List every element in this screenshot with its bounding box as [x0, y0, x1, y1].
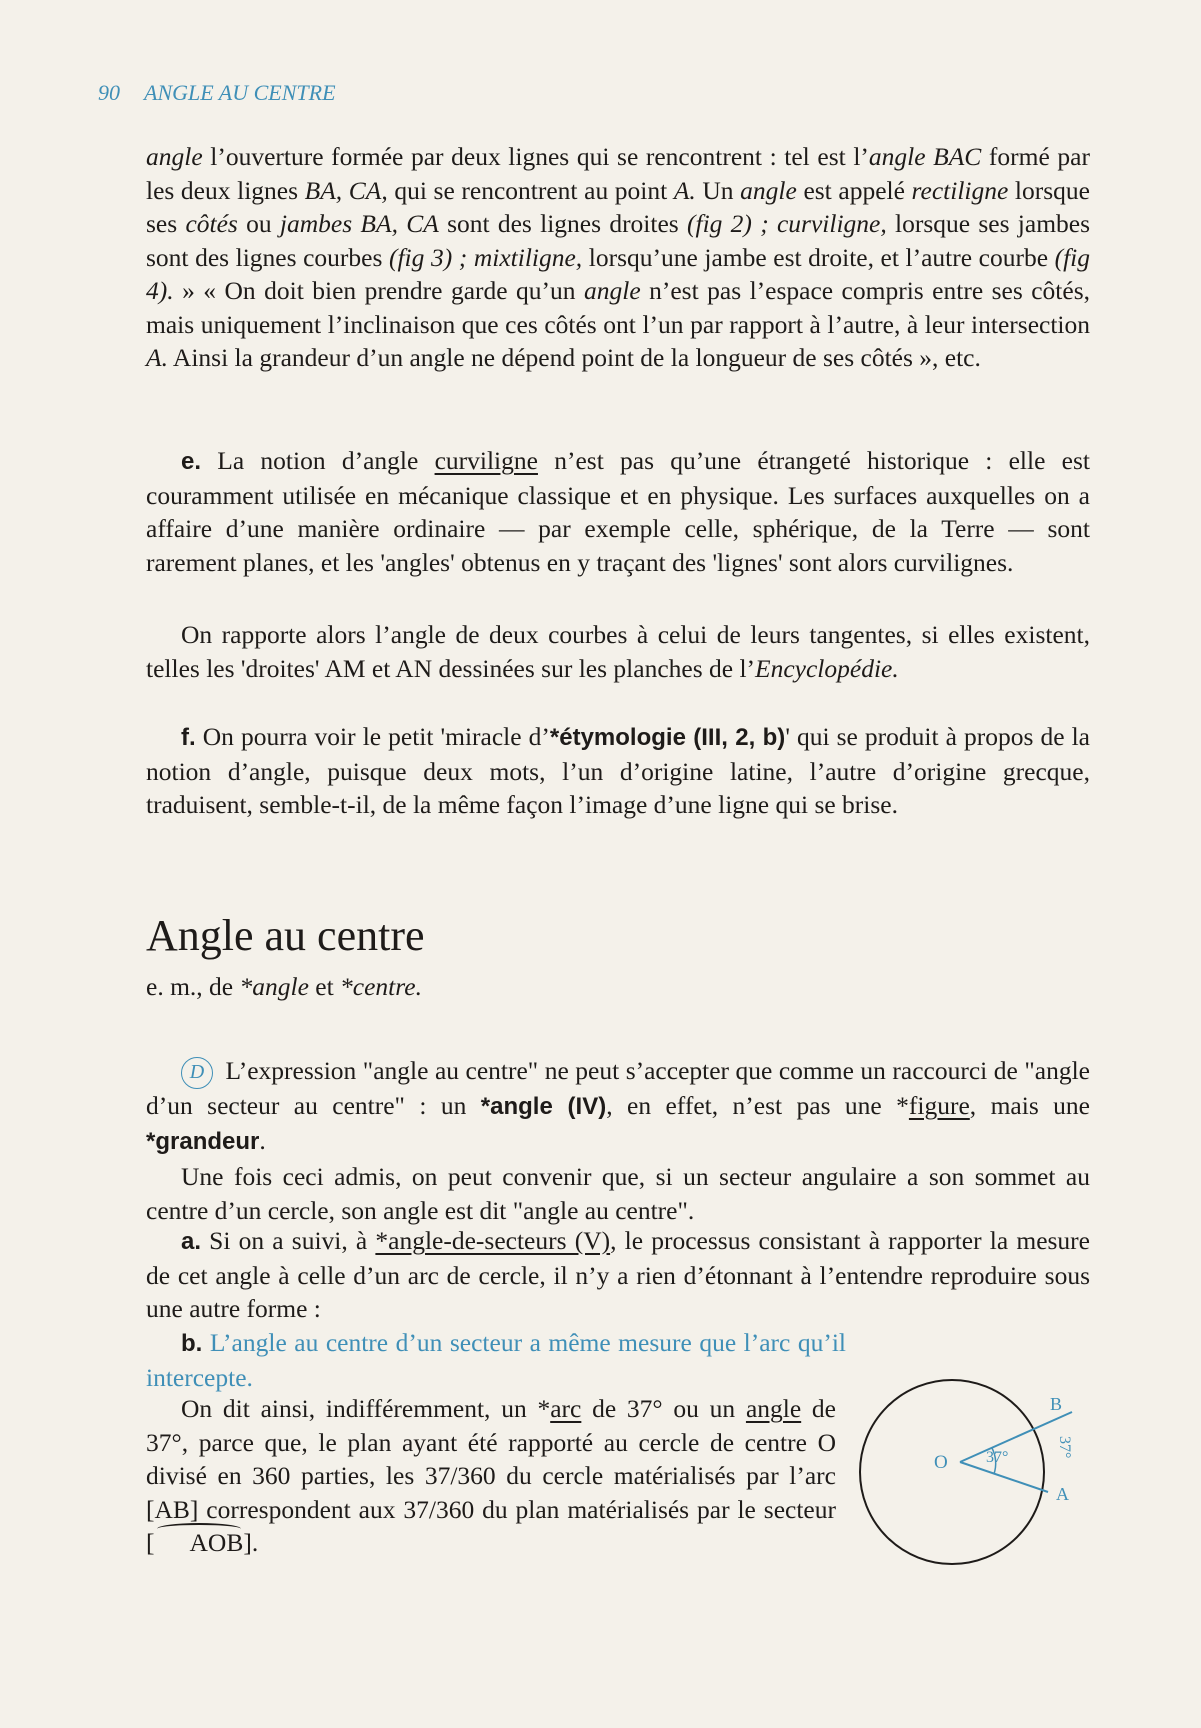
- paragraph-e: [146, 444, 1090, 579]
- text-run: *centre.: [340, 972, 422, 1001]
- paragraph-f: [146, 720, 1090, 822]
- text-run: » « On doit bien prendre garde qu’un: [173, 276, 584, 305]
- paragraph-didactic: [146, 1054, 1090, 1158]
- cross-reference[interactable]: *étymologie (III, 2, b): [549, 724, 786, 751]
- item-label: f.: [181, 724, 196, 751]
- text-run: e. m., de: [146, 972, 240, 1001]
- text-run: L’expression "angle au centre" ne peut s’accepter que comme un raccourci de "angle d’un secteur au centre" : un: [146, 1056, 1090, 1120]
- cross-reference[interactable]: *grandeur: [146, 1127, 260, 1155]
- text-run: Si on a suivi, à: [201, 1226, 376, 1255]
- angle-value-label: 37°: [986, 1449, 1009, 1466]
- text-run: (fig 2) ; curviligne,: [687, 209, 887, 238]
- text-run: Encyclopédie.: [755, 653, 899, 683]
- text-run: A.: [146, 343, 168, 372]
- cross-reference[interactable]: *angle-de-secteurs (V): [375, 1226, 611, 1255]
- text-run: angle: [583, 276, 641, 305]
- paragraph-b: [146, 1326, 846, 1394]
- text-run: côtés: [185, 209, 238, 238]
- center-label: O: [934, 1452, 948, 1473]
- item-label: e.: [181, 448, 202, 475]
- text-run: A.: [673, 175, 696, 205]
- text-run: n’est pas l’espace compris entre ses côtés, mais uniquement l’inclinaison que ces côtés ont l’un par rapport à l’autre, à leur intersection: [146, 276, 1090, 339]
- item-label: a.: [181, 1228, 202, 1255]
- text-run: On dit ainsi, indifféremment, un *: [181, 1394, 551, 1423]
- underlined-term: figure: [908, 1091, 970, 1120]
- text-run: (fig 3) ; mixtiligne,: [388, 242, 583, 272]
- circle: [860, 1380, 1044, 1564]
- point-a-label: A: [1056, 1484, 1069, 1504]
- highlighted-statement: L’angle au centre d’un secteur a même mesure que l’arc qu’il intercepte.: [146, 1328, 846, 1392]
- text-run: lorsque ses: [146, 175, 1090, 238]
- point-b-label: B: [1050, 1394, 1063, 1414]
- text-run: Une fois ceci admis, on peut convenir que, si un secteur angulaire a son sommet au centre d’un cercle, son angle est dit "angle au centre".: [146, 1162, 1090, 1225]
- text-run: , le processus consistant à rapporter la mesure de cet angle à celle d’un arc de cercle, il n’y a rien d’étonnant à l’entendre reproduire sous une autre forme :: [146, 1226, 1090, 1323]
- central-angle-diagram: [852, 1352, 1092, 1592]
- text-run: formé par les deux lignes: [146, 142, 1090, 205]
- text-run: de 37°, parce que, le plan ayant été rapporté au cercle de centre O divisé en 360 parties, les 37/360 du cercle matérialisés par l’arc [AB] correspondent aux 37/360 du plan matérialisés par le secteur [: [146, 1394, 837, 1557]
- arc-value-label: 37°: [1056, 1436, 1073, 1459]
- text-run: sont des lignes droites: [438, 209, 687, 238]
- text-run: On rapporte alors l’angle de deux courbes à celui de leurs tangentes, si elles existent, telles les 'droites' AM et AN dessinées sur les planches de l’: [146, 620, 1090, 683]
- text-run: (fig 4).: [146, 242, 1091, 305]
- sector-notation: AOB: [155, 1526, 244, 1560]
- cross-reference[interactable]: *angle (IV): [480, 1093, 607, 1120]
- text-run: On pourra voir le petit 'miracle d’: [195, 722, 550, 751]
- underlined-term: angle: [745, 1394, 802, 1423]
- text-run: BA, CA,: [304, 175, 388, 205]
- text-run: La notion d’angle: [201, 446, 435, 475]
- text-run: jambes BA, CA: [279, 209, 439, 238]
- paragraph-tangent: [146, 618, 1090, 685]
- text-run: ou: [237, 209, 280, 238]
- text-run: lorsqu’une jambe est droite, et l’autre courbe: [582, 242, 1055, 272]
- text-run: angle: [740, 175, 797, 205]
- text-run: , mais une: [969, 1091, 1090, 1120]
- section-title: Angle au centre: [146, 911, 425, 960]
- text-run: l’ouverture formée par deux lignes qui se rencontrent : tel est l’: [202, 142, 869, 171]
- intro-paragraph: [146, 140, 1090, 375]
- paragraph-a: [146, 1224, 1090, 1326]
- section-subtitle: [146, 972, 422, 1002]
- radius-ob: [960, 1412, 1072, 1462]
- running-header: [98, 80, 336, 106]
- paragraph-last: [146, 1392, 836, 1560]
- text-run: de 37° ou un: [581, 1394, 746, 1423]
- underlined-term: curviligne: [434, 446, 538, 475]
- text-run: n’est pas qu’une étrangeté historique : elle est couramment utilisée en mécanique classique et en physique. Les surfaces auxquelles on a affaire d’une manière ordinaire — par exemple celle, sphérique, de la Terre — sont rarement planes, et les 'angles' obtenus en y traçant des 'lignes' sont alors curvilignes.: [146, 446, 1090, 577]
- text-run: est appelé: [796, 175, 912, 205]
- text-run: et: [308, 972, 341, 1001]
- text-run: angle BAC: [868, 142, 982, 171]
- radius-oa: [960, 1462, 1048, 1492]
- text-run: ].: [243, 1528, 259, 1557]
- underlined-term: arc: [550, 1394, 582, 1423]
- text-run: Ainsi la grandeur d’un angle ne dépend point de la longueur de ses côtés », etc.: [167, 343, 981, 372]
- text-run: , en effet, n’est pas une *: [606, 1091, 909, 1120]
- text-run: qui se rencontrent au point: [387, 175, 674, 205]
- text-run: .: [259, 1125, 266, 1155]
- text-run: angle: [146, 142, 203, 171]
- running-title: ANGLE AU CENTRE: [144, 80, 336, 105]
- text-run: rectiligne: [911, 175, 1009, 205]
- text-run: ' qui se produit à propos de la notion d’angle, puisque deux mots, l’un d’origine latine, l’autre d’origine grecque, traduisent, semble-t-il, de la même façon l’image d’une ligne qui se brise.: [146, 722, 1090, 819]
- text-run: *angle: [239, 972, 309, 1001]
- item-label: b.: [181, 1330, 203, 1357]
- text-run: lorsque ses jambes sont des lignes courbes: [146, 209, 1091, 272]
- paragraph-admis: [146, 1160, 1090, 1227]
- text-run: Un: [695, 175, 741, 205]
- didactic-icon: D: [181, 1057, 213, 1089]
- page-number: 90: [98, 80, 120, 105]
